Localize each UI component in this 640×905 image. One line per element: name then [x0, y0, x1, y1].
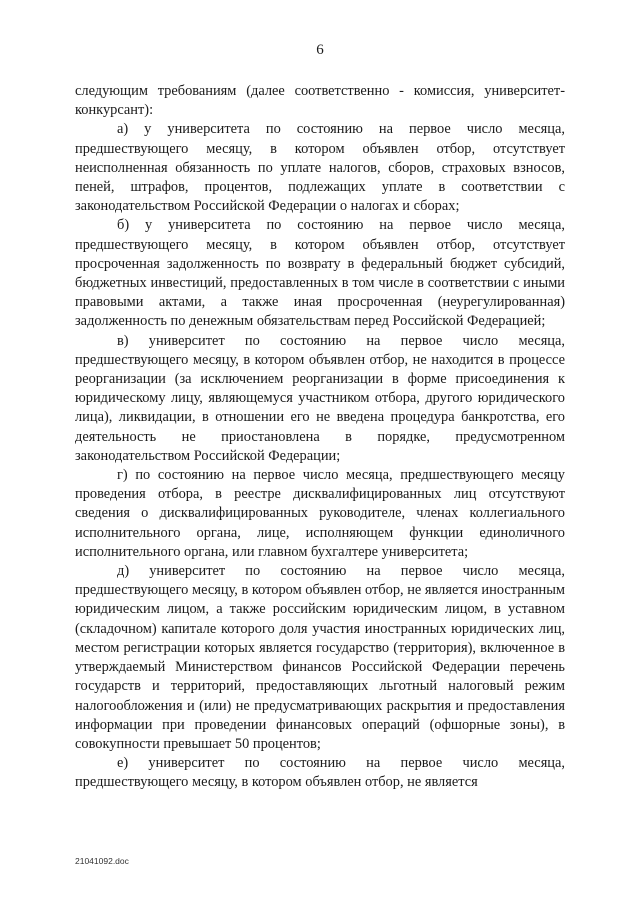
paragraph-item-b: б) у университета по состоянию на первое число месяца, предшествующего месяцу, в котором объявлен отбор, отсутствует просроченная задолженность по возврату в федеральный бюджет субсидий, бюджетных инвестиций, предоставленных в том числе в соответствии с иными правовыми актами, а также иная просроченная (неурегулированная) задолженность по денежным обязательствам перед Российской Федерацией; — [75, 217, 565, 330]
paragraph-intro: следующим требованиям (далее соответственно - комиссия, университет-конкурсант): — [75, 83, 565, 119]
paragraph-item-g: г) по состоянию на первое число месяца, предшествующего месяцу проведения отбора, в реестре дисквалифицированных лиц отсутствуют сведения о дисквалифицированных руководителе, членах коллегиального исполнительного органа, лице, исполняющем функции единоличного исполнительного органа, или главном бухгалтере университета; — [75, 467, 565, 560]
paragraph-item-a: а) у университета по состоянию на первое число месяца, предшествующего месяцу, в котором объявлен отбор, отсутствует неисполненная обязанность по уплате налогов, сборов, страховых взносов, пеней, штрафов, процентов, подлежащих уплате в соответствии с законодательством Российской Федерации о налогах и сборах; — [75, 121, 565, 215]
paragraph-item-d: д) университет по состоянию на первое число месяца, предшествующего месяцу, в котором объявлен отбор, не является иностранным юридическим лицом, а также российским юридическим лицом, в уставном (складочном) капитале которого доля участия иностранных юридических лиц, местом регистрации которых является государство (территория), включенное в утверждаемый Министерством финансов Российской Федерации перечень государств и территорий, предоставляющих льготный налоговый режим налогообложения и (или) не предусматривающих раскрытия и предоставления информации при проведении финансовых операций (офшорные зоны), в совокупности превышает 50 процентов; — [75, 563, 565, 752]
document-body — [75, 82, 565, 793]
page-number: 6 — [316, 42, 324, 58]
paragraph-item-v: в) университет по состоянию на первое число месяца, предшествующего месяцу, в котором объявлен отбор, не находится в процессе реорганизации (за исключением реорганизации в форме присоединения к юридическому лицу, являющемуся участником отбора, другого юридического лица), ликвидации, в отношении его не введена процедура банкротства, его деятельность не приостановлена в порядке, предусмотренном законодательством Российской Федерации; — [75, 332, 565, 464]
footer-file-name: 21041092.doc — [75, 856, 129, 866]
paragraph-item-e: е) университет по состоянию на первое число месяца, предшествующего месяцу, в котором объявлен отбор, не является — [75, 755, 565, 791]
